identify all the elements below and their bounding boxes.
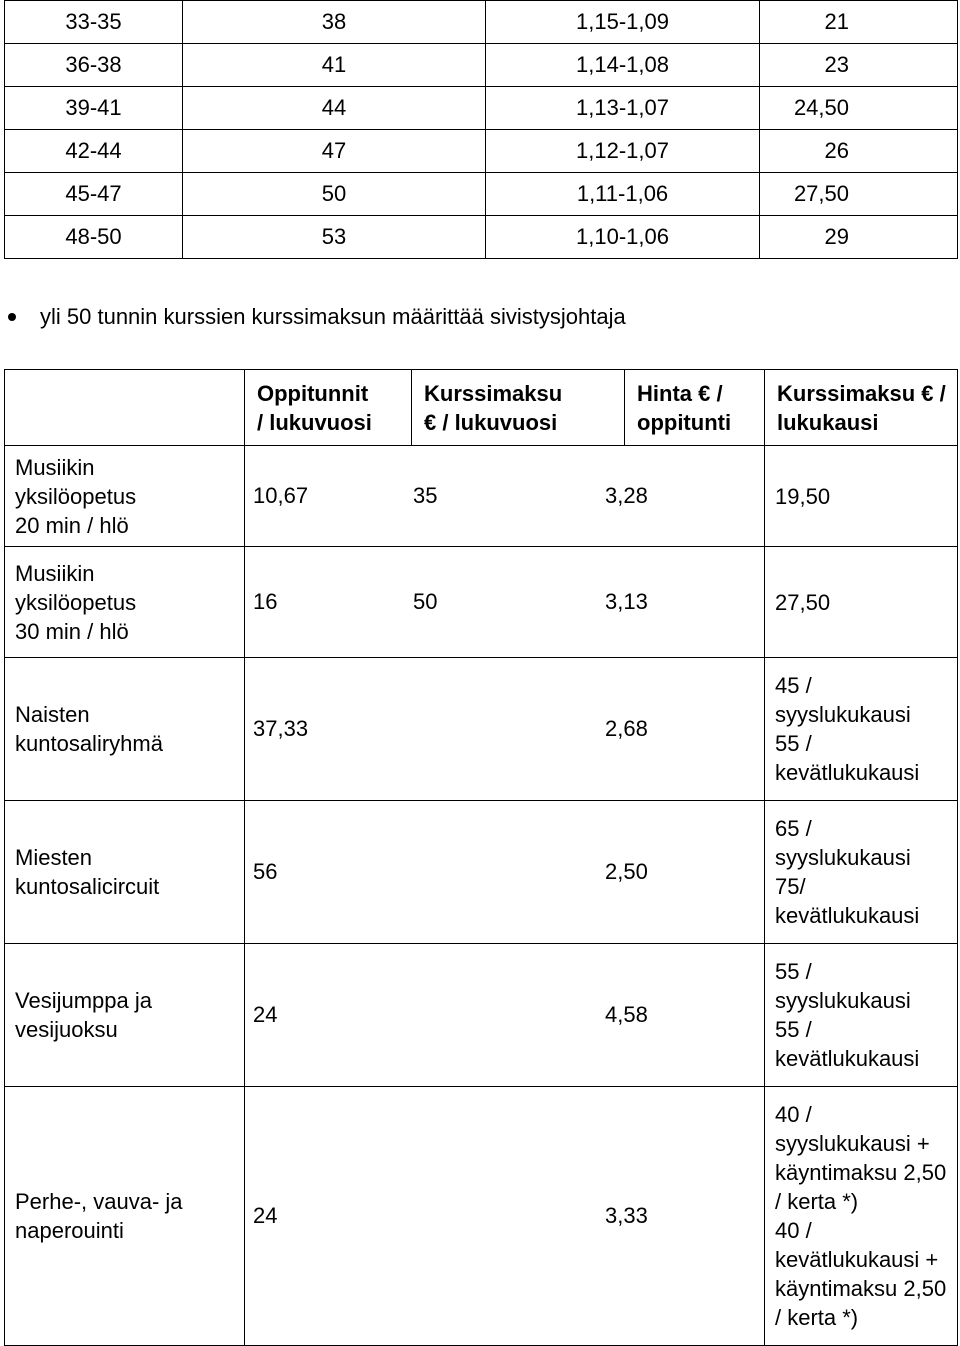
course-row (5, 944, 958, 1087)
course-fee-cell (765, 547, 958, 658)
value-hinta: 4,58 (605, 1002, 648, 1027)
fee-cell: 1,15-1,09 (486, 1, 760, 44)
course-name-cell (5, 801, 245, 944)
course-name-line: Perhe-, vauva- ja (15, 1189, 183, 1214)
value-kurssimaksu-vuosi: 35 (413, 483, 438, 508)
course-fee-cell (765, 658, 958, 801)
course-values-cell (245, 801, 765, 944)
value-oppitunnit: 24 (253, 1203, 278, 1228)
header-text: Hinta € / (637, 380, 723, 406)
course-fee-cell (765, 1087, 958, 1346)
course-name-line: yksilöopetus (15, 483, 137, 509)
fee-line: 75/ (775, 874, 806, 899)
course-row (5, 547, 958, 658)
fee-line: syyslukukausi (775, 702, 911, 727)
value-oppitunnit: 24 (253, 1002, 278, 1027)
course-values-cell (245, 944, 765, 1087)
header-text: / lukuvuosi (257, 409, 372, 435)
course-name-cell (5, 944, 245, 1087)
fee-table (4, 0, 958, 259)
fee-line: kevätlukukausi (775, 760, 920, 785)
header-kurssimaksu-kausi (765, 370, 958, 446)
course-table (4, 369, 958, 1346)
fee-row (5, 216, 958, 259)
fee-cell: 1,12-1,07 (486, 130, 760, 173)
fee-line: 55 / (775, 1017, 812, 1042)
course-name-cell (5, 446, 245, 547)
fee-cell: 41 (183, 44, 486, 87)
fee-line: 27,50 (775, 589, 831, 615)
fee-cell: 48-50 (5, 216, 183, 259)
value-hinta: 3,28 (605, 483, 648, 508)
fee-cell: 42-44 (5, 130, 183, 173)
value-oppitunnit: 37,33 (253, 716, 309, 741)
fee-line: / kerta *) (775, 1305, 859, 1330)
course-values-cell (245, 446, 765, 547)
fee-line: 40 / (775, 1218, 812, 1243)
fee-line: syyslukukausi + (775, 1131, 930, 1156)
course-name-line: Musiikin (15, 454, 95, 480)
fee-row (5, 44, 958, 87)
course-name-line: Musiikin (15, 560, 95, 586)
course-row (5, 1087, 958, 1346)
course-name-line: vesijuoksu (15, 1017, 118, 1042)
fee-cell: 24,50 (760, 87, 958, 130)
fee-cell: 53 (183, 216, 486, 259)
course-header-row (5, 370, 958, 446)
course-name-cell (5, 1087, 245, 1346)
fee-line: 40 / (775, 1102, 812, 1127)
fee-line: kevätlukukausi (775, 1046, 920, 1071)
fee-row (5, 87, 958, 130)
course-name-cell (5, 658, 245, 801)
fee-cell: 1,14-1,08 (486, 44, 760, 87)
value-hinta: 2,68 (605, 716, 648, 741)
course-name-line: Miesten (15, 845, 93, 870)
fee-line: 55 / (775, 959, 812, 984)
fee-row (5, 1, 958, 44)
header-kurssimaksu-vuosi (412, 370, 625, 446)
fee-line: käyntimaksu 2,50 (775, 1160, 947, 1185)
value-oppitunnit: 16 (253, 589, 278, 614)
fee-cell: 1,13-1,07 (486, 87, 760, 130)
fee-cell: 33-35 (5, 1, 183, 44)
fee-line: syyslukukausi (775, 988, 911, 1013)
fee-line: 65 / (775, 816, 812, 841)
fee-cell: 47 (183, 130, 486, 173)
fee-cell: 21 (760, 1, 958, 44)
course-values-cell (245, 658, 765, 801)
fee-line: 55 / (775, 731, 812, 756)
header-text: Kurssimaksu € / (777, 380, 946, 406)
fee-cell: 50 (183, 173, 486, 216)
value-oppitunnit: 10,67 (253, 483, 309, 508)
value-hinta: 2,50 (605, 859, 648, 884)
course-values-cell (245, 547, 765, 658)
fee-line: 19,50 (775, 483, 831, 509)
course-name-line: Vesijumppa ja (15, 988, 152, 1013)
fee-cell: 27,50 (760, 173, 958, 216)
course-name-line: Naisten (15, 702, 90, 727)
course-fee-cell (765, 944, 958, 1087)
course-name-line: kuntosalicircuit (15, 874, 160, 899)
fee-cell: 36-38 (5, 44, 183, 87)
bullet-icon (8, 313, 16, 321)
fee-line: syyslukukausi (775, 845, 911, 870)
fee-line: käyntimaksu 2,50 (775, 1276, 947, 1301)
fee-cell: 45-47 (5, 173, 183, 216)
header-text: Oppitunnit (257, 380, 369, 406)
header-text: lukukausi (777, 409, 879, 435)
fee-cell: 23 (760, 44, 958, 87)
header-text: oppitunti (637, 409, 732, 435)
fee-cell: 44 (183, 87, 486, 130)
course-row (5, 658, 958, 801)
value-hinta: 3,13 (605, 589, 648, 614)
course-name-line: 30 min / hlö (15, 618, 129, 644)
value-hinta: 3,33 (605, 1203, 648, 1228)
value-kurssimaksu-vuosi: 50 (413, 589, 438, 614)
course-fee-cell (765, 801, 958, 944)
course-name-cell (5, 547, 245, 658)
fee-cell: 29 (760, 216, 958, 259)
value-oppitunnit: 56 (253, 859, 278, 884)
course-name-line: kuntosaliryhmä (15, 731, 163, 756)
course-name-line: 20 min / hlö (15, 512, 129, 538)
fee-line: kevätlukukausi + (775, 1247, 939, 1272)
course-name-line: naperouinti (15, 1218, 124, 1243)
header-text: Kurssimaksu (424, 380, 563, 406)
course-row (5, 801, 958, 944)
fee-line: kevätlukukausi (775, 903, 920, 928)
fee-cell: 38 (183, 1, 486, 44)
course-row (5, 446, 958, 547)
bullet-text: yli 50 tunnin kurssien kurssimaksun määrittää sivistysjohtaja (40, 304, 626, 329)
fee-cell: 39-41 (5, 87, 183, 130)
fee-row (5, 173, 958, 216)
course-values-cell (245, 1087, 765, 1346)
course-name-line: yksilöopetus (15, 589, 137, 615)
bullet-note (8, 304, 626, 330)
fee-line: 45 / (775, 673, 812, 698)
header-oppitunnit (245, 370, 412, 446)
fee-cell: 1,11-1,06 (486, 173, 760, 216)
header-hinta (625, 370, 765, 446)
fee-line: / kerta *) (775, 1189, 859, 1214)
course-fee-cell (765, 446, 958, 547)
header-empty-cell (5, 370, 245, 446)
fee-cell: 1,10-1,06 (486, 216, 760, 259)
header-text: € / lukuvuosi (424, 409, 558, 435)
fee-cell: 26 (760, 130, 958, 173)
fee-row (5, 130, 958, 173)
